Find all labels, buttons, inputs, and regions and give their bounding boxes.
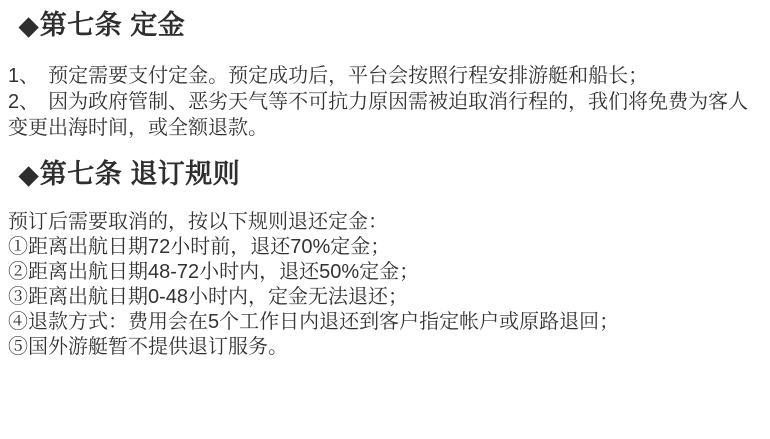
diamond-bullet-icon: ◆ <box>19 12 39 40</box>
deposit-paragraphs <box>8 63 760 141</box>
deposit-item-1 <box>8 63 760 89</box>
cancellation-rule-5: ⑤国外游艇暂不提供退订服务。 <box>8 336 288 358</box>
diamond-bullet-icon: ◆ <box>19 161 39 189</box>
section-title-cancellation-text: 第七条 退订规则 <box>39 159 241 189</box>
cancellation-rule-4: ④退款方式：费用会在5个工作日内退还到客户指定帐户或原路退回； <box>8 311 620 333</box>
section-title-deposit <box>8 8 760 43</box>
deposit-item-2-number: 2、 <box>8 91 40 113</box>
cancellation-rule-3: ③距离出航日期0-48小时内，定金无法退还； <box>8 286 409 308</box>
cancellation-rule-2: ②距离出航日期48-72小时内，退还50%定金； <box>8 261 420 283</box>
deposit-item-1-text: 预定需要支付定金。预定成功后，平台会按照行程安排游艇和船长； <box>48 65 649 87</box>
cancellation-intro: 预订后需要取消的，按以下规则退还定金： <box>8 211 388 233</box>
deposit-item-1-number: 1、 <box>8 65 40 87</box>
cancellation-rule-1: ①距离出航日期72小时前，退还70%定金； <box>8 236 391 258</box>
cancellation-rules <box>8 235 760 360</box>
section-title-cancellation <box>8 157 760 192</box>
deposit-item-2-text: 因为政府管制、恶劣天气等不可抗力原因需被迫取消行程的，我们将免费为客人变更出海时间，或全额退款。 <box>8 91 749 139</box>
section-title-deposit-text: 第七条 定金 <box>39 10 186 40</box>
deposit-item-2 <box>8 89 760 141</box>
